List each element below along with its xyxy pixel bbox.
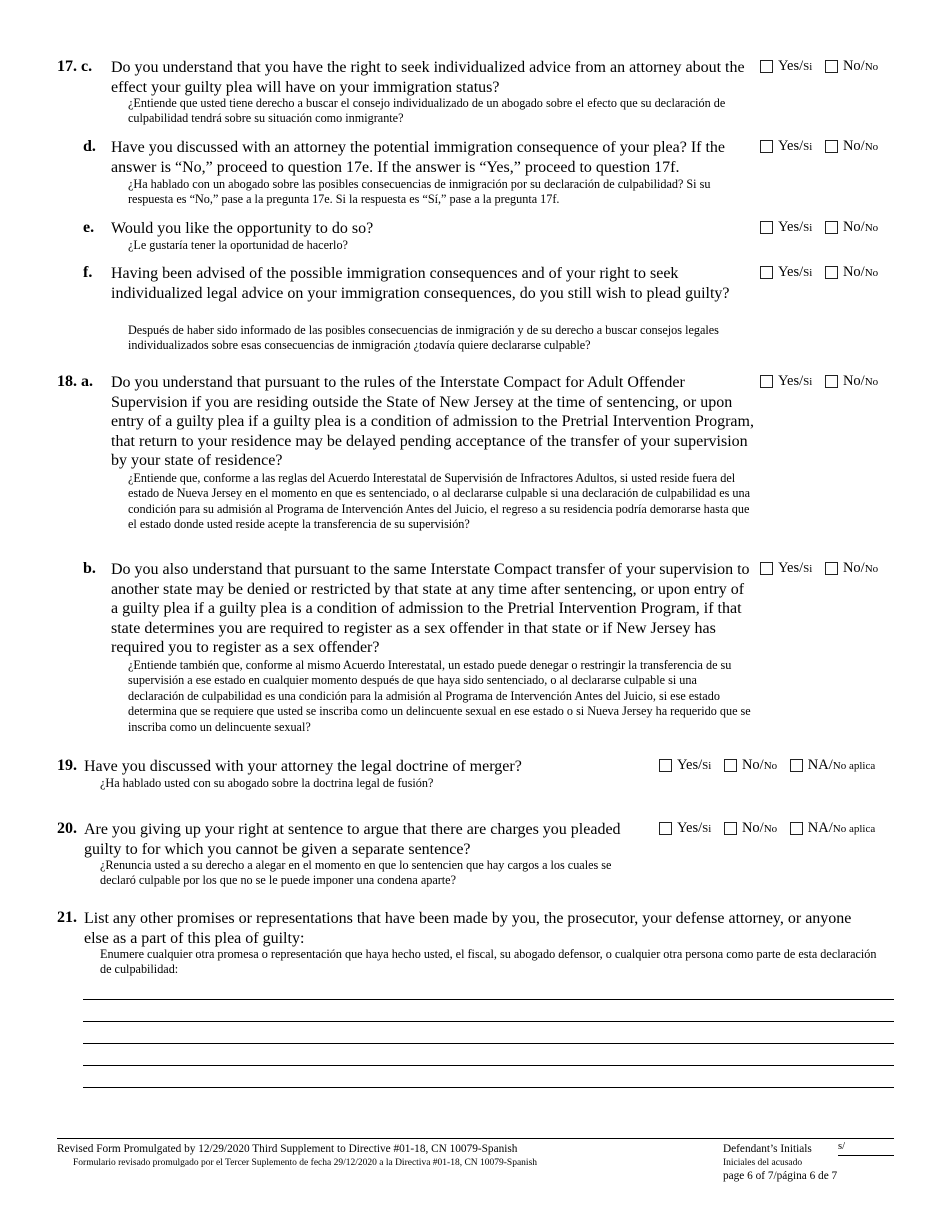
page-number: page 6 of 7/página 6 de 7 xyxy=(723,1170,838,1182)
initials-label-spanish: Iniciales del acusado xyxy=(723,1157,803,1168)
question-17d-text: Have you discussed with an attorney the potential immigration consequence of your plea? If the answer is “No,” proceed to question 17e. If the answer is “Yes,” proceed to question 17f. xyxy=(111,139,726,176)
initials-label-english: Defendant’s Initials xyxy=(723,1143,812,1155)
question-18b-spanish: ¿Entiende también que, conforme al mismo Acuerdo Interestatal, un estado puede denegar o restringir la transferencia de su supervisión a ese estado en cualquier momento después de que haya sido sentenciado, o al declararse culpable si una declaración de culpabilidad es una condición para la admisión al Programa de Intervención Antes del Juicio, si ese estado determina que se requiere que usted se inscriba como un delincuente sexual en ese estado o si Nueva Jersey ha requerido que se inscriba como un delincuente sexual? xyxy=(128,658,751,734)
yes-checkbox-17e[interactable]: Yes/ Si xyxy=(760,219,812,236)
no-checkbox-19[interactable]: No/ No xyxy=(724,757,777,774)
answer-options-18b xyxy=(760,560,887,580)
question-number-17c: 17. c. xyxy=(57,58,93,75)
question-18a-text: Do you understand that pursuant to the rules of the Interstate Compact for Adult Offender Supervision if you are residing outside the State of New Jersey at the time of sentencing, or upon entry of a guilty plea if a guilty plea is a condition of admission to the Pretrial Intervention Program, that return to your residence may be delayed pending acceptance of the transfer of your supervision by your state of residence? xyxy=(111,374,754,469)
yes-checkbox-18a[interactable]: Yes/ Si xyxy=(760,373,812,390)
answer-options-17f xyxy=(760,264,887,284)
na-checkbox-20[interactable]: NA/ No aplica xyxy=(790,820,875,837)
answer-line-2[interactable] xyxy=(83,1021,894,1022)
checkbox-icon xyxy=(760,140,773,153)
checkbox-icon xyxy=(659,759,672,772)
checkbox-icon xyxy=(760,60,773,73)
question-17e-text: Would you like the opportunity to do so? xyxy=(111,220,374,237)
answer-options-19 xyxy=(659,757,884,777)
question-20-text: Are you giving up your right at sentence to argue that there are charges you pleaded guilty to for which you cannot be given a separate sentence? xyxy=(84,821,621,858)
no-checkbox-18b[interactable]: No/ No xyxy=(825,560,878,577)
checkbox-icon xyxy=(825,221,838,234)
answer-line-5[interactable] xyxy=(83,1087,894,1088)
checkbox-icon xyxy=(659,822,672,835)
answer-line-3[interactable] xyxy=(83,1043,894,1044)
question-number-17f: f. xyxy=(83,264,93,281)
question-number-17d: d. xyxy=(83,138,96,155)
answer-options-17d xyxy=(760,138,887,158)
yes-checkbox-17c[interactable]: Yes/ Si xyxy=(760,58,812,75)
footer-divider xyxy=(57,1138,894,1139)
question-number-17e: e. xyxy=(83,219,95,236)
initials-value: s/ xyxy=(838,1141,846,1152)
question-17e-spanish: ¿Le gustaría tener la oportunidad de hacerlo? xyxy=(128,238,348,252)
footer-revision-english: Revised Form Promulgated by 12/29/2020 Third Supplement to Directive #01-18, CN 10079-Spanish xyxy=(57,1143,518,1155)
question-number-19: 19. xyxy=(57,757,77,774)
checkbox-icon xyxy=(825,140,838,153)
answer-line-4[interactable] xyxy=(83,1065,894,1066)
question-17f-spanish: Después de haber sido informado de las posibles consecuencias de inmigración y de su derecho a buscar consejos legales individualizados sobre esas consecuencias de inmigración ¿todavía quiere declararse culpable? xyxy=(128,323,719,353)
question-18b-text: Do you also understand that pursuant to the same Interstate Compact transfer of your supervision to another state may be denied or restricted by that state at any time after sentencing, or upon entry of a guilty plea if a guilty plea is a condition of admission to the Pretrial Intervention Program, if that state determines you are required to register as a sex offender in that state or if New Jersey has required you to register as a sex offender? xyxy=(111,561,750,656)
question-number-20: 20. xyxy=(57,820,77,837)
yes-checkbox-17d[interactable]: Yes/ Si xyxy=(760,138,812,155)
no-checkbox-17d[interactable]: No/ No xyxy=(825,138,878,155)
checkbox-icon xyxy=(825,375,838,388)
yes-checkbox-18b[interactable]: Yes/ Si xyxy=(760,560,812,577)
no-checkbox-20[interactable]: No/ No xyxy=(724,820,777,837)
answer-options-17c xyxy=(760,58,887,78)
checkbox-icon xyxy=(760,562,773,575)
checkbox-icon xyxy=(825,562,838,575)
question-20-spanish: ¿Renuncia usted a su derecho a alegar en el momento en que lo sentencien que hay cargos a los cuales se declaró culpable por los que no se le puede imponer una condena aparte? xyxy=(100,858,612,888)
question-number-18a: 18. a. xyxy=(57,373,93,390)
na-checkbox-19[interactable]: NA/ No aplica xyxy=(790,757,875,774)
yes-checkbox-17f[interactable]: Yes/ Si xyxy=(760,264,812,281)
question-17c-text: Do you understand that you have the right to seek individualized advice from an attorney about the effect your guilty plea will have on your immigration status? xyxy=(111,59,745,96)
answer-options-17e xyxy=(760,219,887,239)
question-17c-spanish: ¿Entiende que usted tiene derecho a buscar el consejo individualizado de un abogado sobre el efecto que su declaración de culpabilidad tendrá sobre su situación como inmigrante? xyxy=(128,96,726,126)
checkbox-icon xyxy=(724,759,737,772)
no-checkbox-17e[interactable]: No/ No xyxy=(825,219,878,236)
checkbox-icon xyxy=(760,375,773,388)
checkbox-icon xyxy=(825,266,838,279)
yes-checkbox-19[interactable]: Yes/ Si xyxy=(659,757,711,774)
checkbox-icon xyxy=(790,759,803,772)
question-19-spanish: ¿Ha hablado usted con su abogado sobre la doctrina legal de fusión? xyxy=(100,776,434,790)
answer-line-1[interactable] xyxy=(83,999,894,1000)
checkbox-icon xyxy=(724,822,737,835)
checkbox-icon xyxy=(790,822,803,835)
checkbox-icon xyxy=(825,60,838,73)
checkbox-icon xyxy=(760,266,773,279)
no-checkbox-18a[interactable]: No/ No xyxy=(825,373,878,390)
answer-options-20 xyxy=(659,820,884,840)
footer-revision-spanish: Formulario revisado promulgado por el Tercer Suplemento de fecha 29/12/2020 a la Directiva #01-18, CN 10079-Spanish xyxy=(73,1157,538,1168)
no-checkbox-17f[interactable]: No/ No xyxy=(825,264,878,281)
question-number-18b: b. xyxy=(83,560,96,577)
question-number-21: 21. xyxy=(57,909,77,926)
question-18a-spanish: ¿Entiende que, conforme a las reglas del Acuerdo Interestatal de Supervisión de Infractores Adultos, si usted reside fuera del estado de Nueva Jersey en el momento en que es sentenciado, o al declararse culpable si una declaración de culpabilidad es una condición para su admisión al Programa de Intervención Antes del Juicio, el regreso a su residencia podría demorarse hasta que el estado donde usted reside acepte la transferencia de su supervisión? xyxy=(128,471,750,532)
footer-revision xyxy=(57,1143,537,1170)
answer-options-18a xyxy=(760,373,887,393)
no-checkbox-17c[interactable]: No/ No xyxy=(825,58,878,75)
question-19-text: Have you discussed with your attorney the legal doctrine of merger? xyxy=(84,758,522,775)
checkbox-icon xyxy=(760,221,773,234)
question-21-spanish: Enumere cualquier otra promesa o representación que haya hecho usted, el fiscal, su abogado defensor, o cualquier otra persona como parte de esta declaración de culpabilidad: xyxy=(100,947,877,977)
question-21-text: List any other promises or representations that have been made by you, the prosecutor, your defense attorney, or anyone else as a part of this plea of guilty: xyxy=(84,910,852,947)
footer-initials-label xyxy=(723,1143,837,1184)
initials-field[interactable] xyxy=(838,1141,894,1156)
yes-checkbox-20[interactable]: Yes/ Si xyxy=(659,820,711,837)
question-17f-text: Having been advised of the possible immigration consequences and of your right to seek individualized legal advice on your immigration consequences, do you still wish to plead guilty? xyxy=(111,265,730,302)
question-17d-spanish: ¿Ha hablado con un abogado sobre las posibles consecuencias de inmigración por su declaración de culpabilidad? Si su respuesta es “No,” pase a la pregunta 17e. Si la respuesta es “Sí,” pase a la pregunta 17f. xyxy=(128,177,711,207)
